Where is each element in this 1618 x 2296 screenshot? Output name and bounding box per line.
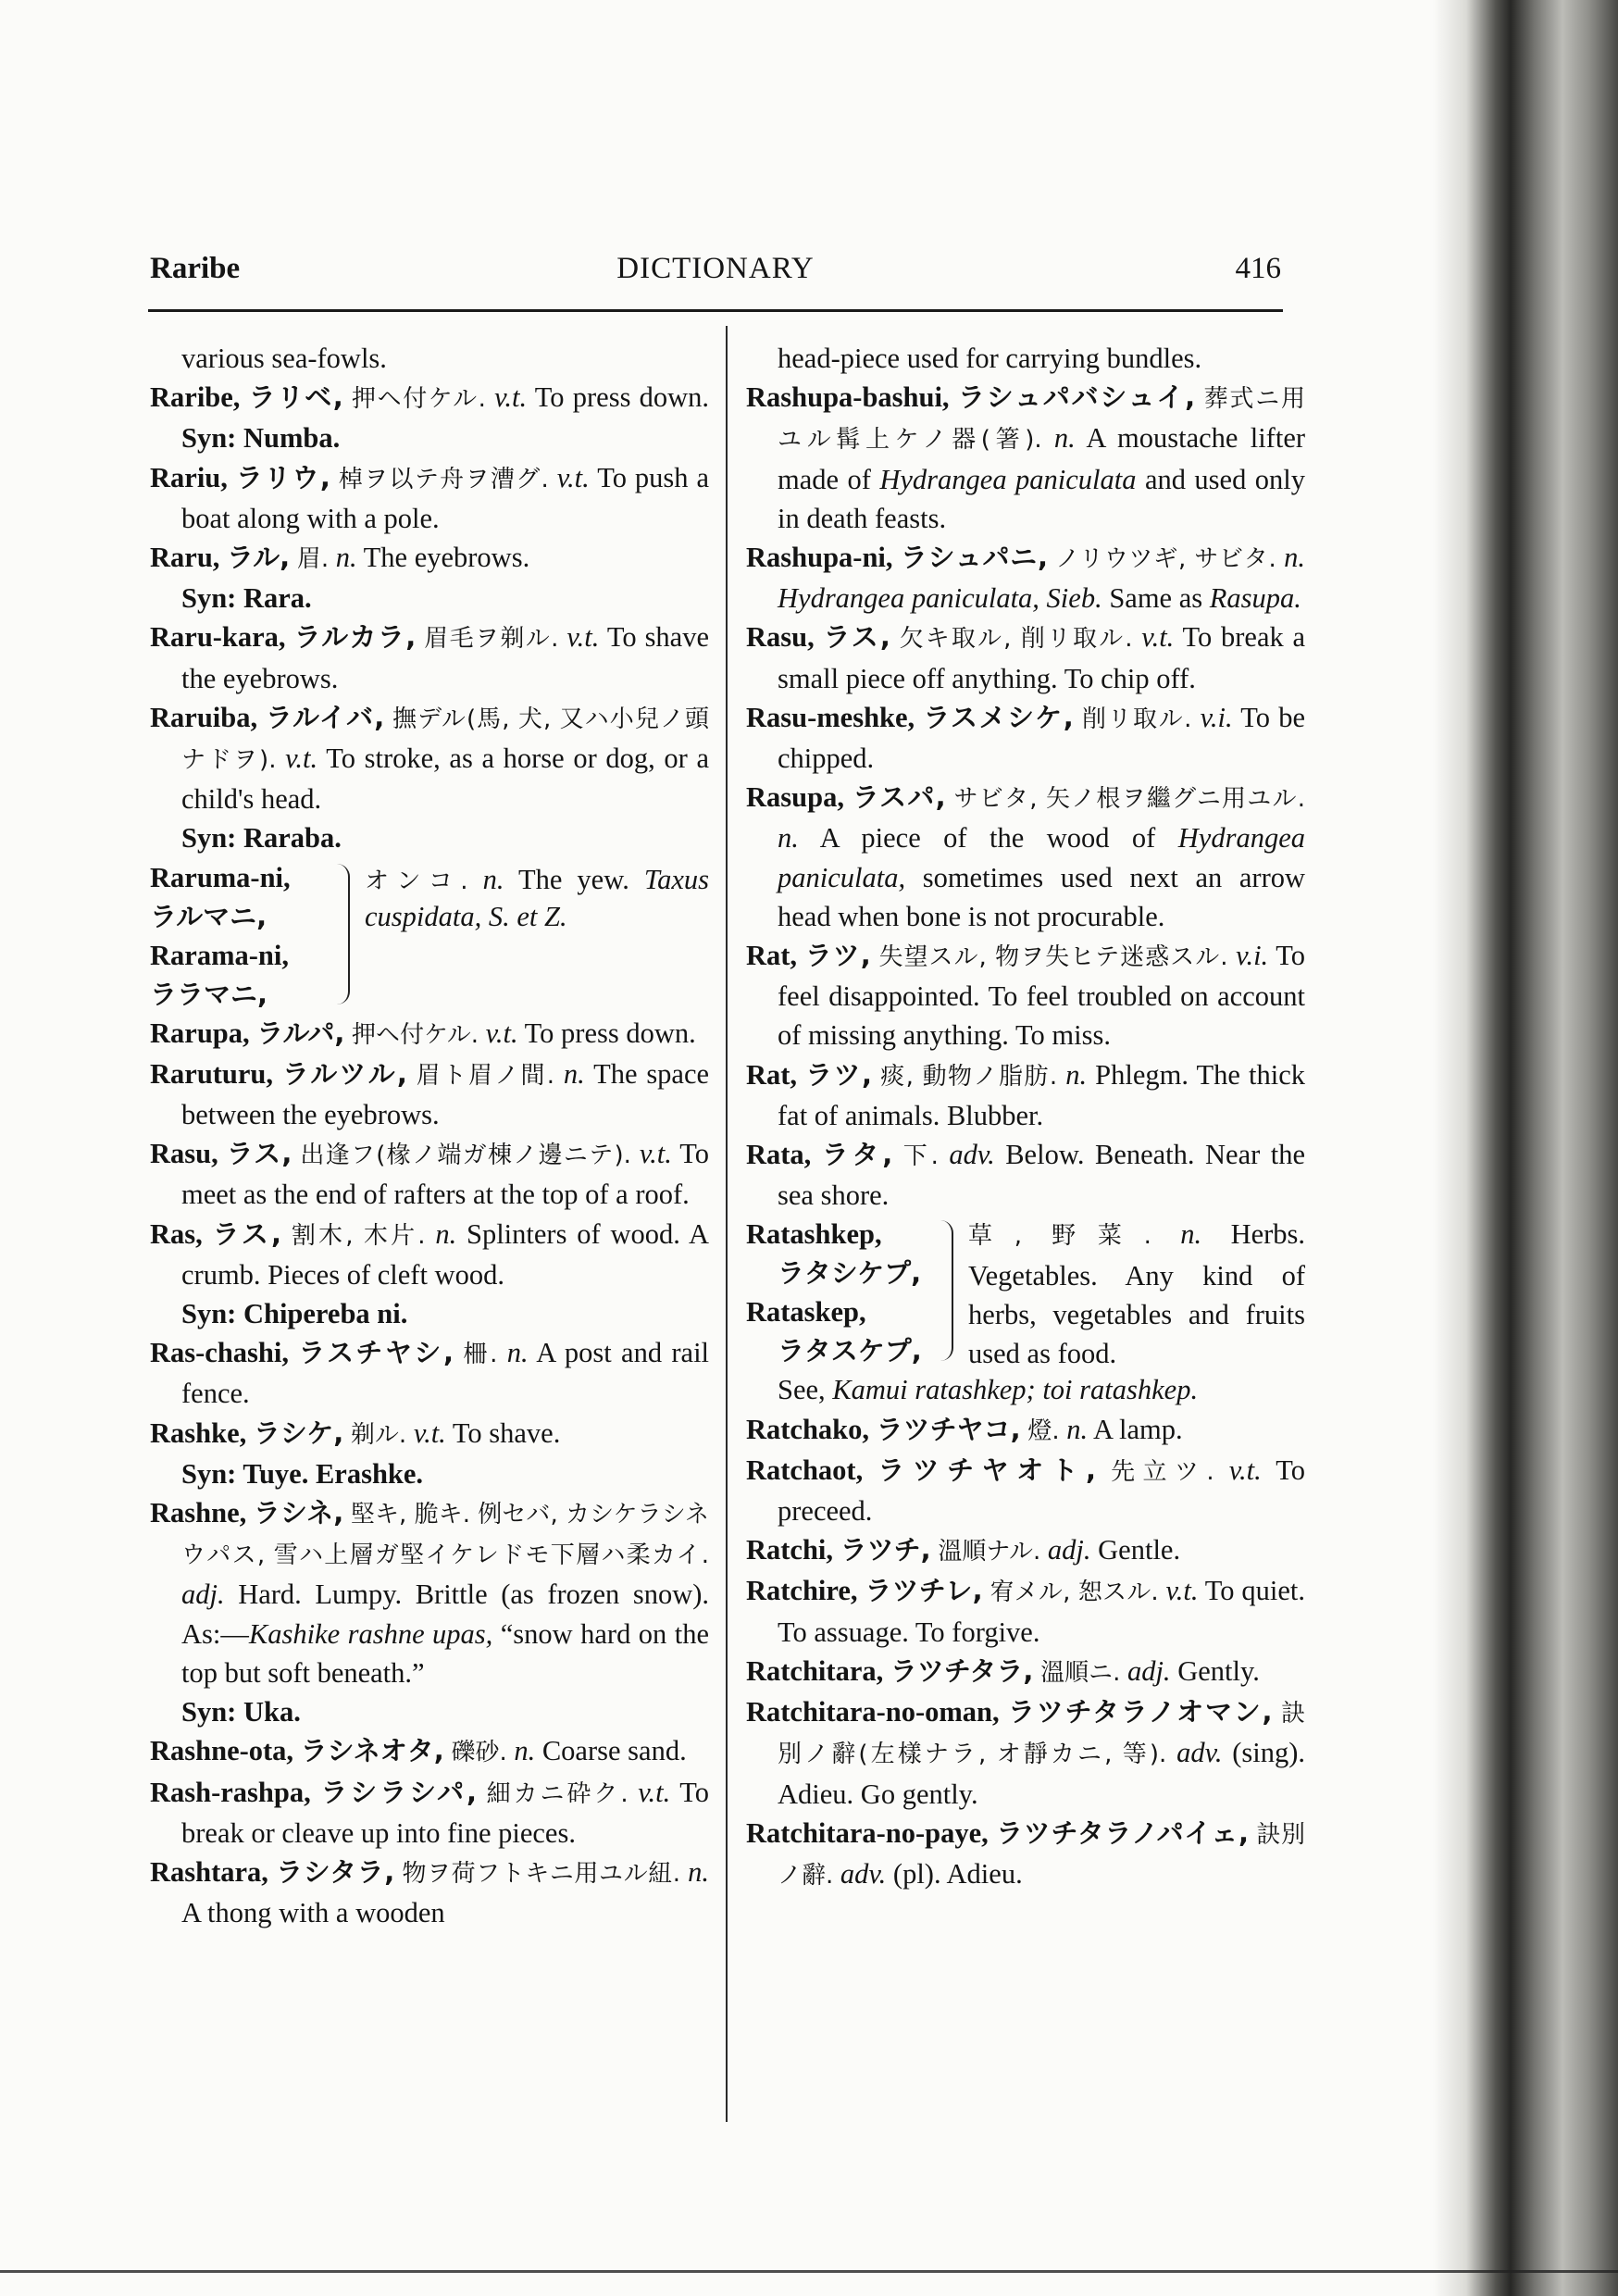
left-column — [150, 339, 709, 1932]
entry-ratchitara: Ratchitara, ラツチタラ, 溫順ニ. adj. Gently. — [746, 1654, 1260, 1687]
headword: Raruma-ni, — [150, 861, 291, 893]
entry-rashupa-ni: Rashupa-ni, ラシュパニ, ノリウツギ, サビタ. n. Hydrangea paniculata, Sieb. Same as Rasupa. — [746, 542, 1306, 615]
entry-continuation: head-piece used for carrying bundles. — [778, 343, 1202, 374]
brace — [937, 1220, 953, 1361]
headword: Ratashkep, — [746, 1218, 882, 1251]
entry-raribe: Raribe, ラリベ, 押ヘ付ケル. v.t. To press down. Syn: Numba. — [150, 381, 710, 455]
entry-rasupa: Rasupa, ラスパ, サビタ, 矢ノ根ヲ繼グニ用ユル. n. A piece of the wood of Hydrangea paniculata, sometimes used next an arrow head when bone is not procurable. — [746, 781, 1306, 932]
entry-rasu-meshke: Rasu-meshke, ラスメシケ, 削リ取ル. v.i. To be chipped. — [746, 701, 1305, 775]
entry-group-ratashkep: Ratashkep, ラタシケプ, Rataskep, ラタスケプ, 草, 野菜. n. Herbs. Vegetables. Any kind of herbs, vegetables and fruits used as food. — [746, 1218, 1306, 1370]
headword-kana: ラタシケプ, — [778, 1257, 922, 1290]
entry-ratchi: Ratchi, ラツチ, 溫順ナル. adj. Gentle. — [746, 1534, 1181, 1566]
headword: Rarama-ni, — [150, 939, 289, 971]
synonym-line: Syn: Raraba. — [181, 822, 342, 855]
entry-ras-chashi: Ras-chashi, ラスチヤシ, 柵. n. A post and rail fence. — [150, 1337, 710, 1410]
synonym-line: Syn: Tuye. Erashke. — [181, 1457, 424, 1490]
header-title: DICTIONARY — [616, 252, 815, 285]
synonym-line: Syn: Rara. — [181, 582, 312, 615]
entry-rashke: Rashke, ラシケ, 剃ル. v.t. To shave. — [150, 1416, 561, 1449]
see-also-line: See, Kamui ratashkep; toi ratashkep. — [778, 1374, 1199, 1406]
headword-kana: ラタスケプ, — [778, 1335, 922, 1367]
entry-ras: Ras, ラス, 割木, 木片. n. Splinters of wood. A crumb. Pieces of cleft wood. — [150, 1217, 709, 1291]
header-guide-word: Raribe — [150, 252, 241, 285]
entry-rata: Rata, ラタ, 下. adv. Below. Beneath. Near the sea shore. — [746, 1139, 1306, 1212]
column-divider — [726, 326, 728, 2122]
entry-rashtara: Rashtara, ラシタラ, 物ヲ荷フトキニ用ユル紐. n. A thong with a wooden — [150, 1855, 710, 1929]
entry-rasu: Rasu, ラス, 出逢フ(椽ノ端ガ棟ノ邊ニテ). v.t. To meet as the end of rafters at the top of a roof. — [150, 1138, 710, 1211]
headword-kana: ララマニ, — [150, 978, 268, 1010]
entry-raruiba: Raruiba, ラルイバ, 撫デル(馬, 犬, 又ハ小兒ノ頭ナドヲ). v.t. To stroke, as a horse or dog, or a child's head. — [150, 701, 710, 816]
headword-kana: ラルマニ, — [150, 900, 268, 932]
entry-ratchitara-no-oman: Ratchitara-no-oman, ラツチタラノオマン, 訣別ノ辭(左樣ナラ, オ靜カニ, 等). adv. (sing). Adieu. Go gently. — [746, 1696, 1306, 1810]
right-column — [746, 339, 1305, 1895]
entry-rashupa-bashui: Rashupa-bashui, ラシュパバシュイ, 葬式ニ用ユル髯上ケノ器(箸). n. A moustache lifter made of Hydrangea paniculata and used only in death feasts. — [746, 381, 1306, 534]
entry-rat-1: Rat, ラツ, 失望スル, 物ヲ失ヒテ迷惑スル. v.i. To feel disappointed. To feel troubled on account of missing anything. To miss. — [746, 940, 1306, 1052]
running-header — [150, 252, 1281, 300]
scan-bottom-edge — [0, 2270, 1618, 2273]
brace — [333, 864, 350, 1004]
entry-ratchako: Ratchako, ラツチヤコ, 燈. n. A lamp. — [746, 1413, 1183, 1445]
entry-raru: Raru, ラル, 眉. n. The eyebrows. — [150, 542, 530, 574]
entry-rashne-ota: Rashne-ota, ラシネオタ, 礫砂. n. Coarse sand. — [150, 1735, 687, 1767]
synonym-line: Syn: Chipereba ni. — [181, 1298, 408, 1330]
entry-group-raruma-ni: Raruma-ni, ラルマニ, Rarama-ni, ララマニ, オンコ. n. The yew. Taxus cuspidata, S. et Z. — [150, 861, 709, 1010]
header-rule — [148, 309, 1283, 312]
entry-rasu-2: Rasu, ラス, 欠キ取ル, 削リ取ル. v.t. To break a small piece off anything. To chip off. — [746, 621, 1306, 694]
entry-ratchire: Ratchire, ラツチレ, 宥メル, 恕スル. v.t. To quiet. To assuage. To forgive. — [746, 1575, 1305, 1648]
entry-rarupa: Rarupa, ラルパ, 押ヘ付ケル. v.t. To press down. — [150, 1017, 696, 1049]
entry-rariu: Rariu, ラリウ, 棹ヲ以テ舟ヲ漕グ. v.t. To push a boat along with a pole. — [150, 461, 710, 534]
page-number: 416 — [1235, 252, 1281, 285]
entry-rash-rashpa: Rash-rashpa, ラシラシパ, 細カニ砕ク. v.t. To break or cleave up into fine pieces. — [150, 1776, 710, 1849]
entry-raruturu: Raruturu, ラルツル, 眉ト眉ノ間. n. The space between the eyebrows. — [150, 1057, 710, 1131]
entry-ratchaot: Ratchaot, ラツチヤオト, 先立ツ. v.t. To preceed. — [746, 1454, 1306, 1528]
entry-rashne: Rashne, ラシネ, 堅キ, 脆キ. 例セバ, カシケラシネウパス, 雪ハ上層ガ堅イケレドモ下層ハ柔カイ. adj. Hard. Lumpy. Brittle (as frozen snow). As:—Kashike rashne upas, “snow hard on the top but soft beneath.” — [150, 1497, 710, 1689]
synonym-line: Syn: Uka. — [181, 1696, 301, 1728]
scan-gutter-shadow — [1433, 0, 1618, 2296]
entry-rat-2: Rat, ラツ, 痰, 動物ノ脂肪. n. Phlegm. The thick fat of animals. Blubber. — [746, 1058, 1305, 1131]
entry-raru-kara: Raru-kara, ラルカラ, 眉毛ヲ剃ル. v.t. To shave the eyebrows. — [150, 621, 710, 694]
entry-ratchitara-no-paye: Ratchitara-no-paye, ラツチタラノパイェ, 訣別ノ辭. adv. (pl). Adieu. — [746, 1816, 1306, 1890]
headword: Rataskep, — [746, 1296, 866, 1329]
entry-continuation: various sea-fowls. — [181, 343, 387, 374]
